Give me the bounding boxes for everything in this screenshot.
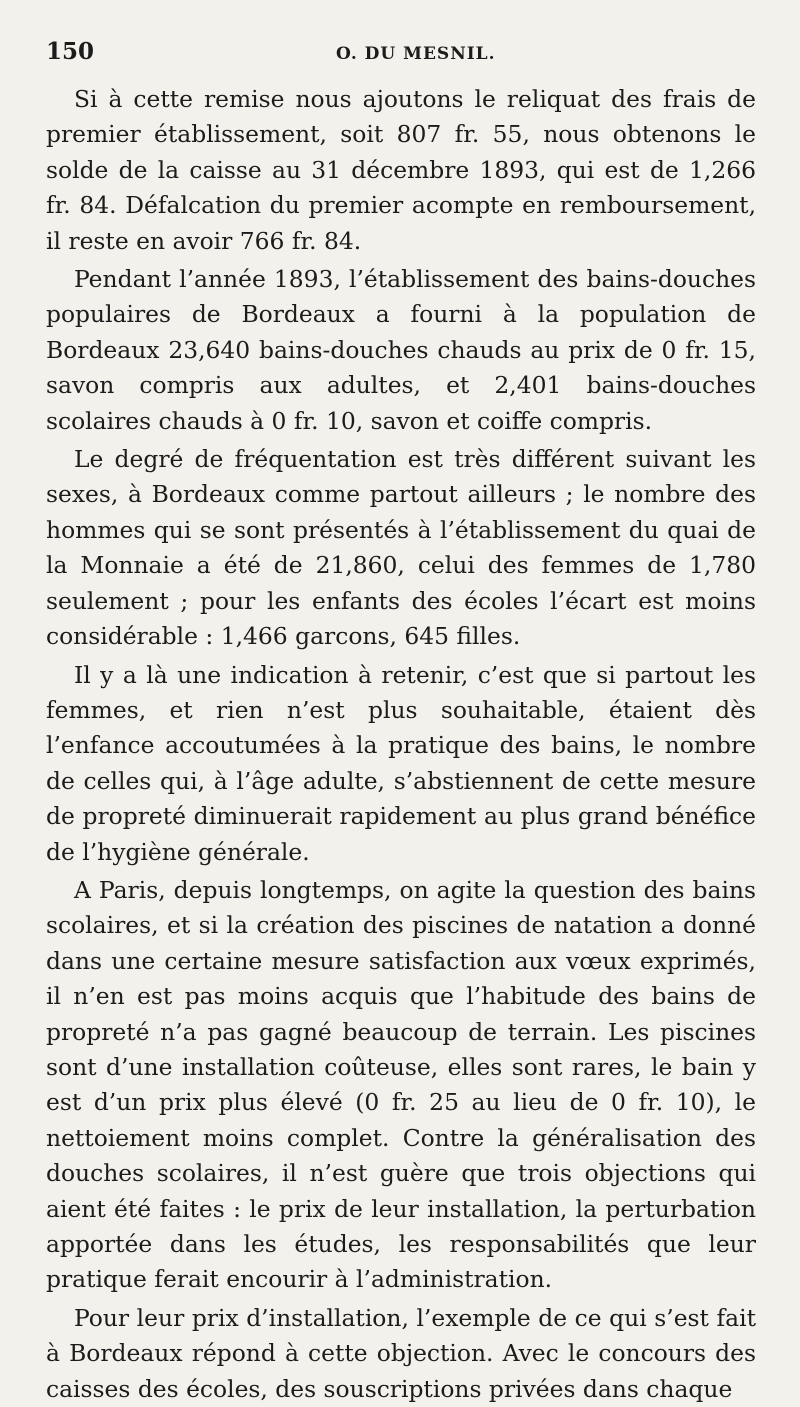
paragraph: A Paris, depuis longtemps, on agite la question des bains scolaires, et si la création des piscines de natation a donné dans une certaine mesure satisfaction aux vœux exprimés, il n’en est pas moins acquis que l’habitude des bains de propreté n’a pas gagné beaucoup de terrain. Les piscines sont d’une installation coûteuse, elles sont rares, le bain y est d’un prix plus élevé (0 fr. 25 au lieu de 0 fr. 10), le nettoiement moins complet. Contre la généralisation des douches scolaires, il n’est guère que trois objections qui aient été faites : le prix de leur installation, la perturbation apportée dans les études, les responsabilités que leur pratique ferait encourir à l’administration. [46, 875, 756, 1294]
paragraph: Il y a là une indication à retenir, c’est que si partout les femmes, et rien n’est plus souhaitable, étaient dès l’enfance accoutumées à la pratique des bains, le nombre de celles qui, à l’âge adulte, s’abstiennent de cette mesure de propreté diminuerait rapidement au plus grand bénéfice de l’hygiène générale. [46, 660, 756, 866]
paragraph: Pendant l’année 1893, l’établissement des bains-douches populaires de Bordeaux a fourni à la population de Bordeaux 23,640 bains-douches chauds au prix de 0 fr. 15, savon compris aux adultes, et 2,401 bains-douches scolaires chauds à 0 fr. 10, savon et coiffe compris. [46, 265, 756, 435]
body-text [46, 82, 756, 1407]
page-number: 150 [46, 38, 95, 65]
paragraph: Le degré de fréquentation est très différent suivant les sexes, à Bordeaux comme partout ailleurs ; le nombre des hommes qui se sont présentés à l’établissement du quai de la Monnaie a été de 21,860, celui des femmes de 1,780 seulement ; pour les enfants des écoles l’écart est moins considérable : 1,466 garcons, 645 filles. [46, 445, 756, 651]
paragraph: Pour leur prix d’installation, l’exemple de ce qui s’est fait à Bordeaux répond à cette objection. Avec le concours des caisses des écoles, des souscriptions privées dans chaque [46, 1303, 756, 1403]
paragraph: Si à cette remise nous ajoutons le reliquat des frais de premier établissement, soit 807 fr. 55, nous obtenons le solde de la caisse au 31 décembre 1893, qui est de 1,266 fr. 84. Défalcation du premier acompte en remboursement, il reste en avoir 766 fr. 84. [46, 85, 756, 255]
running-title: O. DU MESNIL. [336, 44, 496, 64]
running-head [46, 38, 756, 78]
